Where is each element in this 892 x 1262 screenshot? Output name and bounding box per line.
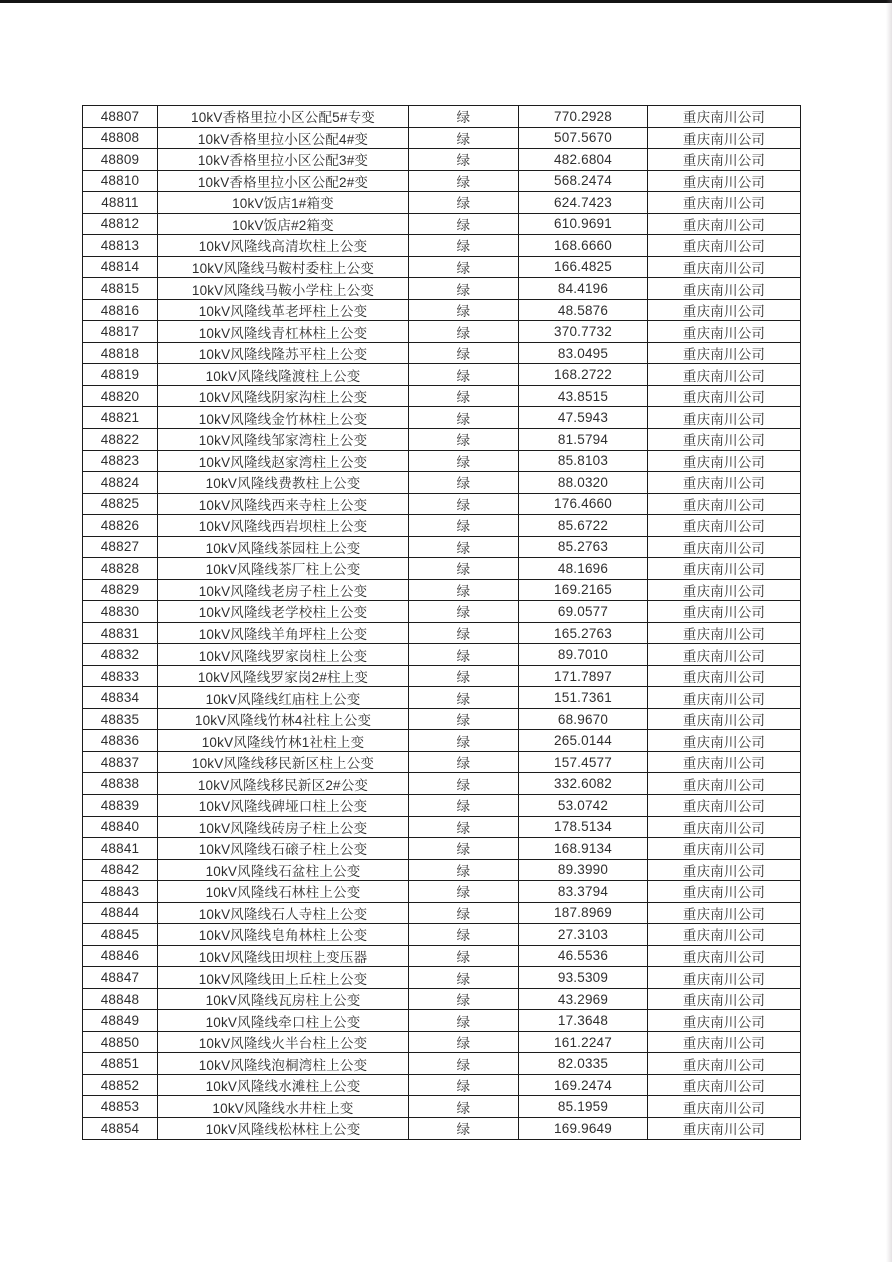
cell-device-name: 10kV风隆线西岩坝柱上公变	[158, 515, 409, 537]
cell-capacity-value: 88.0320	[519, 472, 648, 494]
cell-device-name: 10kV风隆线阴家沟柱上公变	[158, 385, 409, 407]
cell-status-label: 绿	[409, 385, 519, 407]
cell-company-name: 重庆南川公司	[648, 1117, 801, 1139]
table-row	[83, 1031, 801, 1053]
cell-device-name: 10kV风隆线隆渡柱上公变	[158, 364, 409, 386]
cell-company-name: 重庆南川公司	[648, 902, 801, 924]
cell-capacity-value: 169.2474	[519, 1074, 648, 1096]
table-row	[83, 859, 801, 881]
cell-company-name: 重庆南川公司	[648, 364, 801, 386]
cell-status-label: 绿	[409, 235, 519, 257]
cell-device-name: 10kV风隆线马鞍小学柱上公变	[158, 278, 409, 300]
cell-capacity-value: 482.6804	[519, 149, 648, 171]
cell-status-label: 绿	[409, 364, 519, 386]
cell-device-name: 10kV风隆线竹林4社柱上公变	[158, 708, 409, 730]
cell-row-id: 48854	[83, 1117, 158, 1139]
table-row	[83, 428, 801, 450]
table-row	[83, 364, 801, 386]
cell-device-name: 10kV风隆线罗家岗柱上公变	[158, 644, 409, 666]
cell-status-label: 绿	[409, 342, 519, 364]
cell-row-id: 48824	[83, 472, 158, 494]
cell-capacity-value: 169.9649	[519, 1117, 648, 1139]
cell-device-name: 10kV风隆线石人寺柱上公变	[158, 902, 409, 924]
table-row	[83, 1074, 801, 1096]
cell-row-id: 48847	[83, 967, 158, 989]
page-top-border	[0, 0, 892, 3]
cell-capacity-value: 168.9134	[519, 838, 648, 860]
table-row	[83, 644, 801, 666]
cell-status-label: 绿	[409, 644, 519, 666]
cell-row-id: 48849	[83, 1010, 158, 1032]
table-row	[83, 536, 801, 558]
cell-status-label: 绿	[409, 106, 519, 128]
cell-device-name: 10kV香格里拉小区公配2#变	[158, 170, 409, 192]
cell-device-name: 10kV风隆线青杠林柱上公变	[158, 321, 409, 343]
cell-status-label: 绿	[409, 795, 519, 817]
table-row	[83, 816, 801, 838]
cell-status-label: 绿	[409, 945, 519, 967]
cell-device-name: 10kV风隆线砖房子柱上公变	[158, 816, 409, 838]
cell-device-name: 10kV风隆线老学校柱上公变	[158, 601, 409, 623]
cell-status-label: 绿	[409, 256, 519, 278]
cell-company-name: 重庆南川公司	[648, 622, 801, 644]
cell-company-name: 重庆南川公司	[648, 515, 801, 537]
cell-company-name: 重庆南川公司	[648, 1031, 801, 1053]
cell-capacity-value: 17.3648	[519, 1010, 648, 1032]
cell-capacity-value: 171.7897	[519, 665, 648, 687]
cell-device-name: 10kV风隆线移民新区柱上公变	[158, 751, 409, 773]
cell-company-name: 重庆南川公司	[648, 278, 801, 300]
cell-row-id: 48846	[83, 945, 158, 967]
table-row	[83, 838, 801, 860]
cell-company-name: 重庆南川公司	[648, 321, 801, 343]
cell-status-label: 绿	[409, 1031, 519, 1053]
table-row	[83, 773, 801, 795]
cell-row-id: 48814	[83, 256, 158, 278]
cell-status-label: 绿	[409, 213, 519, 235]
table-row	[83, 127, 801, 149]
cell-capacity-value: 161.2247	[519, 1031, 648, 1053]
cell-row-id: 48812	[83, 213, 158, 235]
cell-capacity-value: 166.4825	[519, 256, 648, 278]
table-row	[83, 106, 801, 128]
cell-company-name: 重庆南川公司	[648, 127, 801, 149]
cell-status-label: 绿	[409, 1010, 519, 1032]
cell-device-name: 10kV饭店1#箱变	[158, 192, 409, 214]
cell-company-name: 重庆南川公司	[648, 708, 801, 730]
cell-company-name: 重庆南川公司	[648, 342, 801, 364]
table-row	[83, 235, 801, 257]
cell-status-label: 绿	[409, 622, 519, 644]
cell-status-label: 绿	[409, 967, 519, 989]
cell-device-name: 10kV风隆线邹家湾柱上公变	[158, 428, 409, 450]
table-row	[83, 278, 801, 300]
cell-capacity-value: 151.7361	[519, 687, 648, 709]
cell-row-id: 48844	[83, 902, 158, 924]
cell-status-label: 绿	[409, 127, 519, 149]
cell-status-label: 绿	[409, 902, 519, 924]
cell-company-name: 重庆南川公司	[648, 428, 801, 450]
cell-device-name: 10kV风隆线高清坎柱上公变	[158, 235, 409, 257]
cell-row-id: 48845	[83, 924, 158, 946]
cell-row-id: 48835	[83, 708, 158, 730]
cell-company-name: 重庆南川公司	[648, 967, 801, 989]
cell-capacity-value: 168.2722	[519, 364, 648, 386]
cell-capacity-value: 43.8515	[519, 385, 648, 407]
table-row	[83, 751, 801, 773]
cell-status-label: 绿	[409, 407, 519, 429]
cell-row-id: 48811	[83, 192, 158, 214]
cell-status-label: 绿	[409, 170, 519, 192]
cell-capacity-value: 85.6722	[519, 515, 648, 537]
table-row	[83, 256, 801, 278]
cell-capacity-value: 157.4577	[519, 751, 648, 773]
cell-status-label: 绿	[409, 493, 519, 515]
cell-status-label: 绿	[409, 1117, 519, 1139]
cell-company-name: 重庆南川公司	[648, 299, 801, 321]
cell-device-name: 10kV风隆线移民新区2#公变	[158, 773, 409, 795]
cell-status-label: 绿	[409, 773, 519, 795]
table-row	[83, 170, 801, 192]
cell-status-label: 绿	[409, 428, 519, 450]
cell-device-name: 10kV风隆线松林柱上公变	[158, 1117, 409, 1139]
cell-company-name: 重庆南川公司	[648, 945, 801, 967]
cell-row-id: 48853	[83, 1096, 158, 1118]
cell-row-id: 48825	[83, 493, 158, 515]
cell-capacity-value: 85.1959	[519, 1096, 648, 1118]
cell-capacity-value: 507.5670	[519, 127, 648, 149]
cell-device-name: 10kV风隆线石磙子柱上公变	[158, 838, 409, 860]
table-row	[83, 988, 801, 1010]
cell-status-label: 绿	[409, 149, 519, 171]
cell-device-name: 10kV风隆线金竹林柱上公变	[158, 407, 409, 429]
cell-row-id: 48839	[83, 795, 158, 817]
cell-status-label: 绿	[409, 579, 519, 601]
table-row	[83, 450, 801, 472]
cell-status-label: 绿	[409, 924, 519, 946]
cell-status-label: 绿	[409, 751, 519, 773]
cell-company-name: 重庆南川公司	[648, 687, 801, 709]
cell-row-id: 48822	[83, 428, 158, 450]
cell-status-label: 绿	[409, 708, 519, 730]
cell-row-id: 48840	[83, 816, 158, 838]
table-row	[83, 385, 801, 407]
cell-capacity-value: 624.7423	[519, 192, 648, 214]
cell-status-label: 绿	[409, 515, 519, 537]
cell-row-id: 48832	[83, 644, 158, 666]
table-row	[83, 472, 801, 494]
cell-company-name: 重庆南川公司	[648, 256, 801, 278]
cell-capacity-value: 187.8969	[519, 902, 648, 924]
table-row	[83, 601, 801, 623]
table-row	[83, 687, 801, 709]
cell-capacity-value: 83.0495	[519, 342, 648, 364]
cell-capacity-value: 610.9691	[519, 213, 648, 235]
cell-device-name: 10kV风隆线茶厂柱上公变	[158, 558, 409, 580]
cell-capacity-value: 46.5536	[519, 945, 648, 967]
cell-company-name: 重庆南川公司	[648, 1053, 801, 1075]
cell-row-id: 48841	[83, 838, 158, 860]
cell-device-name: 10kV风隆线罗家岗2#柱上变	[158, 665, 409, 687]
table-row	[83, 1117, 801, 1139]
transformer-table	[82, 105, 801, 1140]
table-row	[83, 342, 801, 364]
cell-device-name: 10kV风隆线碑垭口柱上公变	[158, 795, 409, 817]
cell-company-name: 重庆南川公司	[648, 579, 801, 601]
cell-row-id: 48848	[83, 988, 158, 1010]
cell-row-id: 48836	[83, 730, 158, 752]
cell-device-name: 10kV风隆线西来寺柱上公变	[158, 493, 409, 515]
cell-row-id: 48843	[83, 881, 158, 903]
cell-company-name: 重庆南川公司	[648, 558, 801, 580]
cell-company-name: 重庆南川公司	[648, 795, 801, 817]
table-row	[83, 407, 801, 429]
cell-company-name: 重庆南川公司	[648, 1074, 801, 1096]
cell-capacity-value: 27.3103	[519, 924, 648, 946]
cell-capacity-value: 265.0144	[519, 730, 648, 752]
cell-company-name: 重庆南川公司	[648, 751, 801, 773]
table-row	[83, 622, 801, 644]
cell-status-label: 绿	[409, 1053, 519, 1075]
cell-device-name: 10kV香格里拉小区公配5#专变	[158, 106, 409, 128]
cell-company-name: 重庆南川公司	[648, 816, 801, 838]
cell-company-name: 重庆南川公司	[648, 450, 801, 472]
cell-status-label: 绿	[409, 558, 519, 580]
cell-capacity-value: 332.6082	[519, 773, 648, 795]
cell-device-name: 10kV风隆线水井柱上变	[158, 1096, 409, 1118]
table-row	[83, 579, 801, 601]
cell-capacity-value: 568.2474	[519, 170, 648, 192]
cell-row-id: 48810	[83, 170, 158, 192]
cell-row-id: 48827	[83, 536, 158, 558]
table-row	[83, 149, 801, 171]
table-row	[83, 902, 801, 924]
cell-company-name: 重庆南川公司	[648, 170, 801, 192]
cell-company-name: 重庆南川公司	[648, 730, 801, 752]
cell-company-name: 重庆南川公司	[648, 988, 801, 1010]
cell-row-id: 48807	[83, 106, 158, 128]
cell-status-label: 绿	[409, 472, 519, 494]
table-row	[83, 881, 801, 903]
cell-status-label: 绿	[409, 1074, 519, 1096]
cell-device-name: 10kV风隆线费教柱上公变	[158, 472, 409, 494]
cell-row-id: 48842	[83, 859, 158, 881]
cell-company-name: 重庆南川公司	[648, 773, 801, 795]
cell-row-id: 48809	[83, 149, 158, 171]
cell-device-name: 10kV风隆线石盆柱上公变	[158, 859, 409, 881]
cell-status-label: 绿	[409, 192, 519, 214]
cell-device-name: 10kV风隆线泡桐湾柱上公变	[158, 1053, 409, 1075]
table-row	[83, 708, 801, 730]
cell-row-id: 48828	[83, 558, 158, 580]
cell-capacity-value: 84.4196	[519, 278, 648, 300]
cell-status-label: 绿	[409, 730, 519, 752]
cell-company-name: 重庆南川公司	[648, 838, 801, 860]
table-row	[83, 924, 801, 946]
cell-device-name: 10kV风隆线茶园柱上公变	[158, 536, 409, 558]
cell-company-name: 重庆南川公司	[648, 601, 801, 623]
cell-device-name: 10kV风隆线田上丘柱上公变	[158, 967, 409, 989]
cell-status-label: 绿	[409, 536, 519, 558]
cell-capacity-value: 47.5943	[519, 407, 648, 429]
cell-company-name: 重庆南川公司	[648, 493, 801, 515]
cell-row-id: 48819	[83, 364, 158, 386]
cell-status-label: 绿	[409, 601, 519, 623]
cell-capacity-value: 168.6660	[519, 235, 648, 257]
table-row	[83, 493, 801, 515]
cell-row-id: 48837	[83, 751, 158, 773]
cell-capacity-value: 165.2763	[519, 622, 648, 644]
cell-capacity-value: 43.2969	[519, 988, 648, 1010]
cell-device-name: 10kV风隆线水滩柱上公变	[158, 1074, 409, 1096]
cell-capacity-value: 178.5134	[519, 816, 648, 838]
cell-status-label: 绿	[409, 299, 519, 321]
cell-row-id: 48851	[83, 1053, 158, 1075]
cell-company-name: 重庆南川公司	[648, 385, 801, 407]
cell-capacity-value: 48.5876	[519, 299, 648, 321]
cell-device-name: 10kV风隆线瓦房柱上公变	[158, 988, 409, 1010]
cell-device-name: 10kV风隆线石林柱上公变	[158, 881, 409, 903]
cell-row-id: 48813	[83, 235, 158, 257]
cell-capacity-value: 89.3990	[519, 859, 648, 881]
table-row	[83, 945, 801, 967]
cell-company-name: 重庆南川公司	[648, 859, 801, 881]
cell-row-id: 48823	[83, 450, 158, 472]
cell-capacity-value: 53.0742	[519, 795, 648, 817]
scan-right-edge	[886, 0, 892, 1262]
cell-capacity-value: 85.8103	[519, 450, 648, 472]
cell-row-id: 48820	[83, 385, 158, 407]
cell-device-name: 10kV风隆线红庙柱上公变	[158, 687, 409, 709]
cell-company-name: 重庆南川公司	[648, 881, 801, 903]
cell-device-name: 10kV风隆线皂角林柱上公变	[158, 924, 409, 946]
cell-company-name: 重庆南川公司	[648, 1096, 801, 1118]
cell-row-id: 48838	[83, 773, 158, 795]
cell-status-label: 绿	[409, 665, 519, 687]
cell-status-label: 绿	[409, 816, 519, 838]
cell-company-name: 重庆南川公司	[648, 924, 801, 946]
cell-row-id: 48817	[83, 321, 158, 343]
cell-capacity-value: 68.9670	[519, 708, 648, 730]
cell-status-label: 绿	[409, 278, 519, 300]
table-body	[83, 106, 801, 1140]
cell-row-id: 48831	[83, 622, 158, 644]
cell-status-label: 绿	[409, 881, 519, 903]
cell-status-label: 绿	[409, 687, 519, 709]
table-row	[83, 321, 801, 343]
table-row	[83, 515, 801, 537]
cell-row-id: 48834	[83, 687, 158, 709]
cell-device-name: 10kV风隆线隆苏平柱上公变	[158, 342, 409, 364]
cell-device-name: 10kV香格里拉小区公配4#变	[158, 127, 409, 149]
cell-row-id: 48821	[83, 407, 158, 429]
table-row	[83, 299, 801, 321]
table-row	[83, 665, 801, 687]
cell-device-name: 10kV风隆线火半台柱上公变	[158, 1031, 409, 1053]
table-row	[83, 795, 801, 817]
cell-device-name: 10kV风隆线赵家湾柱上公变	[158, 450, 409, 472]
table-row	[83, 1096, 801, 1118]
cell-company-name: 重庆南川公司	[648, 407, 801, 429]
cell-row-id: 48808	[83, 127, 158, 149]
cell-company-name: 重庆南川公司	[648, 106, 801, 128]
table-row	[83, 1010, 801, 1032]
cell-company-name: 重庆南川公司	[648, 192, 801, 214]
cell-capacity-value: 89.7010	[519, 644, 648, 666]
cell-device-name: 10kV风隆线革老坪柱上公变	[158, 299, 409, 321]
cell-device-name: 10kV饭店#2箱变	[158, 213, 409, 235]
cell-status-label: 绿	[409, 450, 519, 472]
cell-status-label: 绿	[409, 988, 519, 1010]
cell-company-name: 重庆南川公司	[648, 536, 801, 558]
cell-capacity-value: 93.5309	[519, 967, 648, 989]
cell-capacity-value: 48.1696	[519, 558, 648, 580]
cell-device-name: 10kV风隆线牵口柱上公变	[158, 1010, 409, 1032]
cell-capacity-value: 770.2928	[519, 106, 648, 128]
cell-company-name: 重庆南川公司	[648, 644, 801, 666]
table-row	[83, 967, 801, 989]
cell-row-id: 48815	[83, 278, 158, 300]
cell-device-name: 10kV风隆线马鞍村委柱上公变	[158, 256, 409, 278]
cell-capacity-value: 81.5794	[519, 428, 648, 450]
cell-row-id: 48818	[83, 342, 158, 364]
cell-capacity-value: 82.0335	[519, 1053, 648, 1075]
cell-company-name: 重庆南川公司	[648, 1010, 801, 1032]
cell-company-name: 重庆南川公司	[648, 665, 801, 687]
cell-company-name: 重庆南川公司	[648, 213, 801, 235]
cell-row-id: 48829	[83, 579, 158, 601]
cell-status-label: 绿	[409, 838, 519, 860]
cell-row-id: 48852	[83, 1074, 158, 1096]
cell-capacity-value: 370.7732	[519, 321, 648, 343]
table-row	[83, 213, 801, 235]
cell-status-label: 绿	[409, 321, 519, 343]
cell-capacity-value: 176.4660	[519, 493, 648, 515]
cell-device-name: 10kV风隆线竹林1社柱上变	[158, 730, 409, 752]
table-row	[83, 1053, 801, 1075]
cell-row-id: 48850	[83, 1031, 158, 1053]
cell-device-name: 10kV风隆线田坝柱上变压器	[158, 945, 409, 967]
cell-capacity-value: 85.2763	[519, 536, 648, 558]
cell-row-id: 48830	[83, 601, 158, 623]
cell-row-id: 48816	[83, 299, 158, 321]
cell-capacity-value: 169.2165	[519, 579, 648, 601]
cell-status-label: 绿	[409, 1096, 519, 1118]
cell-device-name: 10kV风隆线羊角坪柱上公变	[158, 622, 409, 644]
cell-row-id: 48833	[83, 665, 158, 687]
cell-capacity-value: 69.0577	[519, 601, 648, 623]
table-row	[83, 192, 801, 214]
cell-device-name: 10kV风隆线老房子柱上公变	[158, 579, 409, 601]
cell-row-id: 48826	[83, 515, 158, 537]
cell-device-name: 10kV香格里拉小区公配3#变	[158, 149, 409, 171]
cell-company-name: 重庆南川公司	[648, 149, 801, 171]
cell-company-name: 重庆南川公司	[648, 472, 801, 494]
cell-status-label: 绿	[409, 859, 519, 881]
cell-capacity-value: 83.3794	[519, 881, 648, 903]
table-row	[83, 558, 801, 580]
cell-company-name: 重庆南川公司	[648, 235, 801, 257]
table-row	[83, 730, 801, 752]
